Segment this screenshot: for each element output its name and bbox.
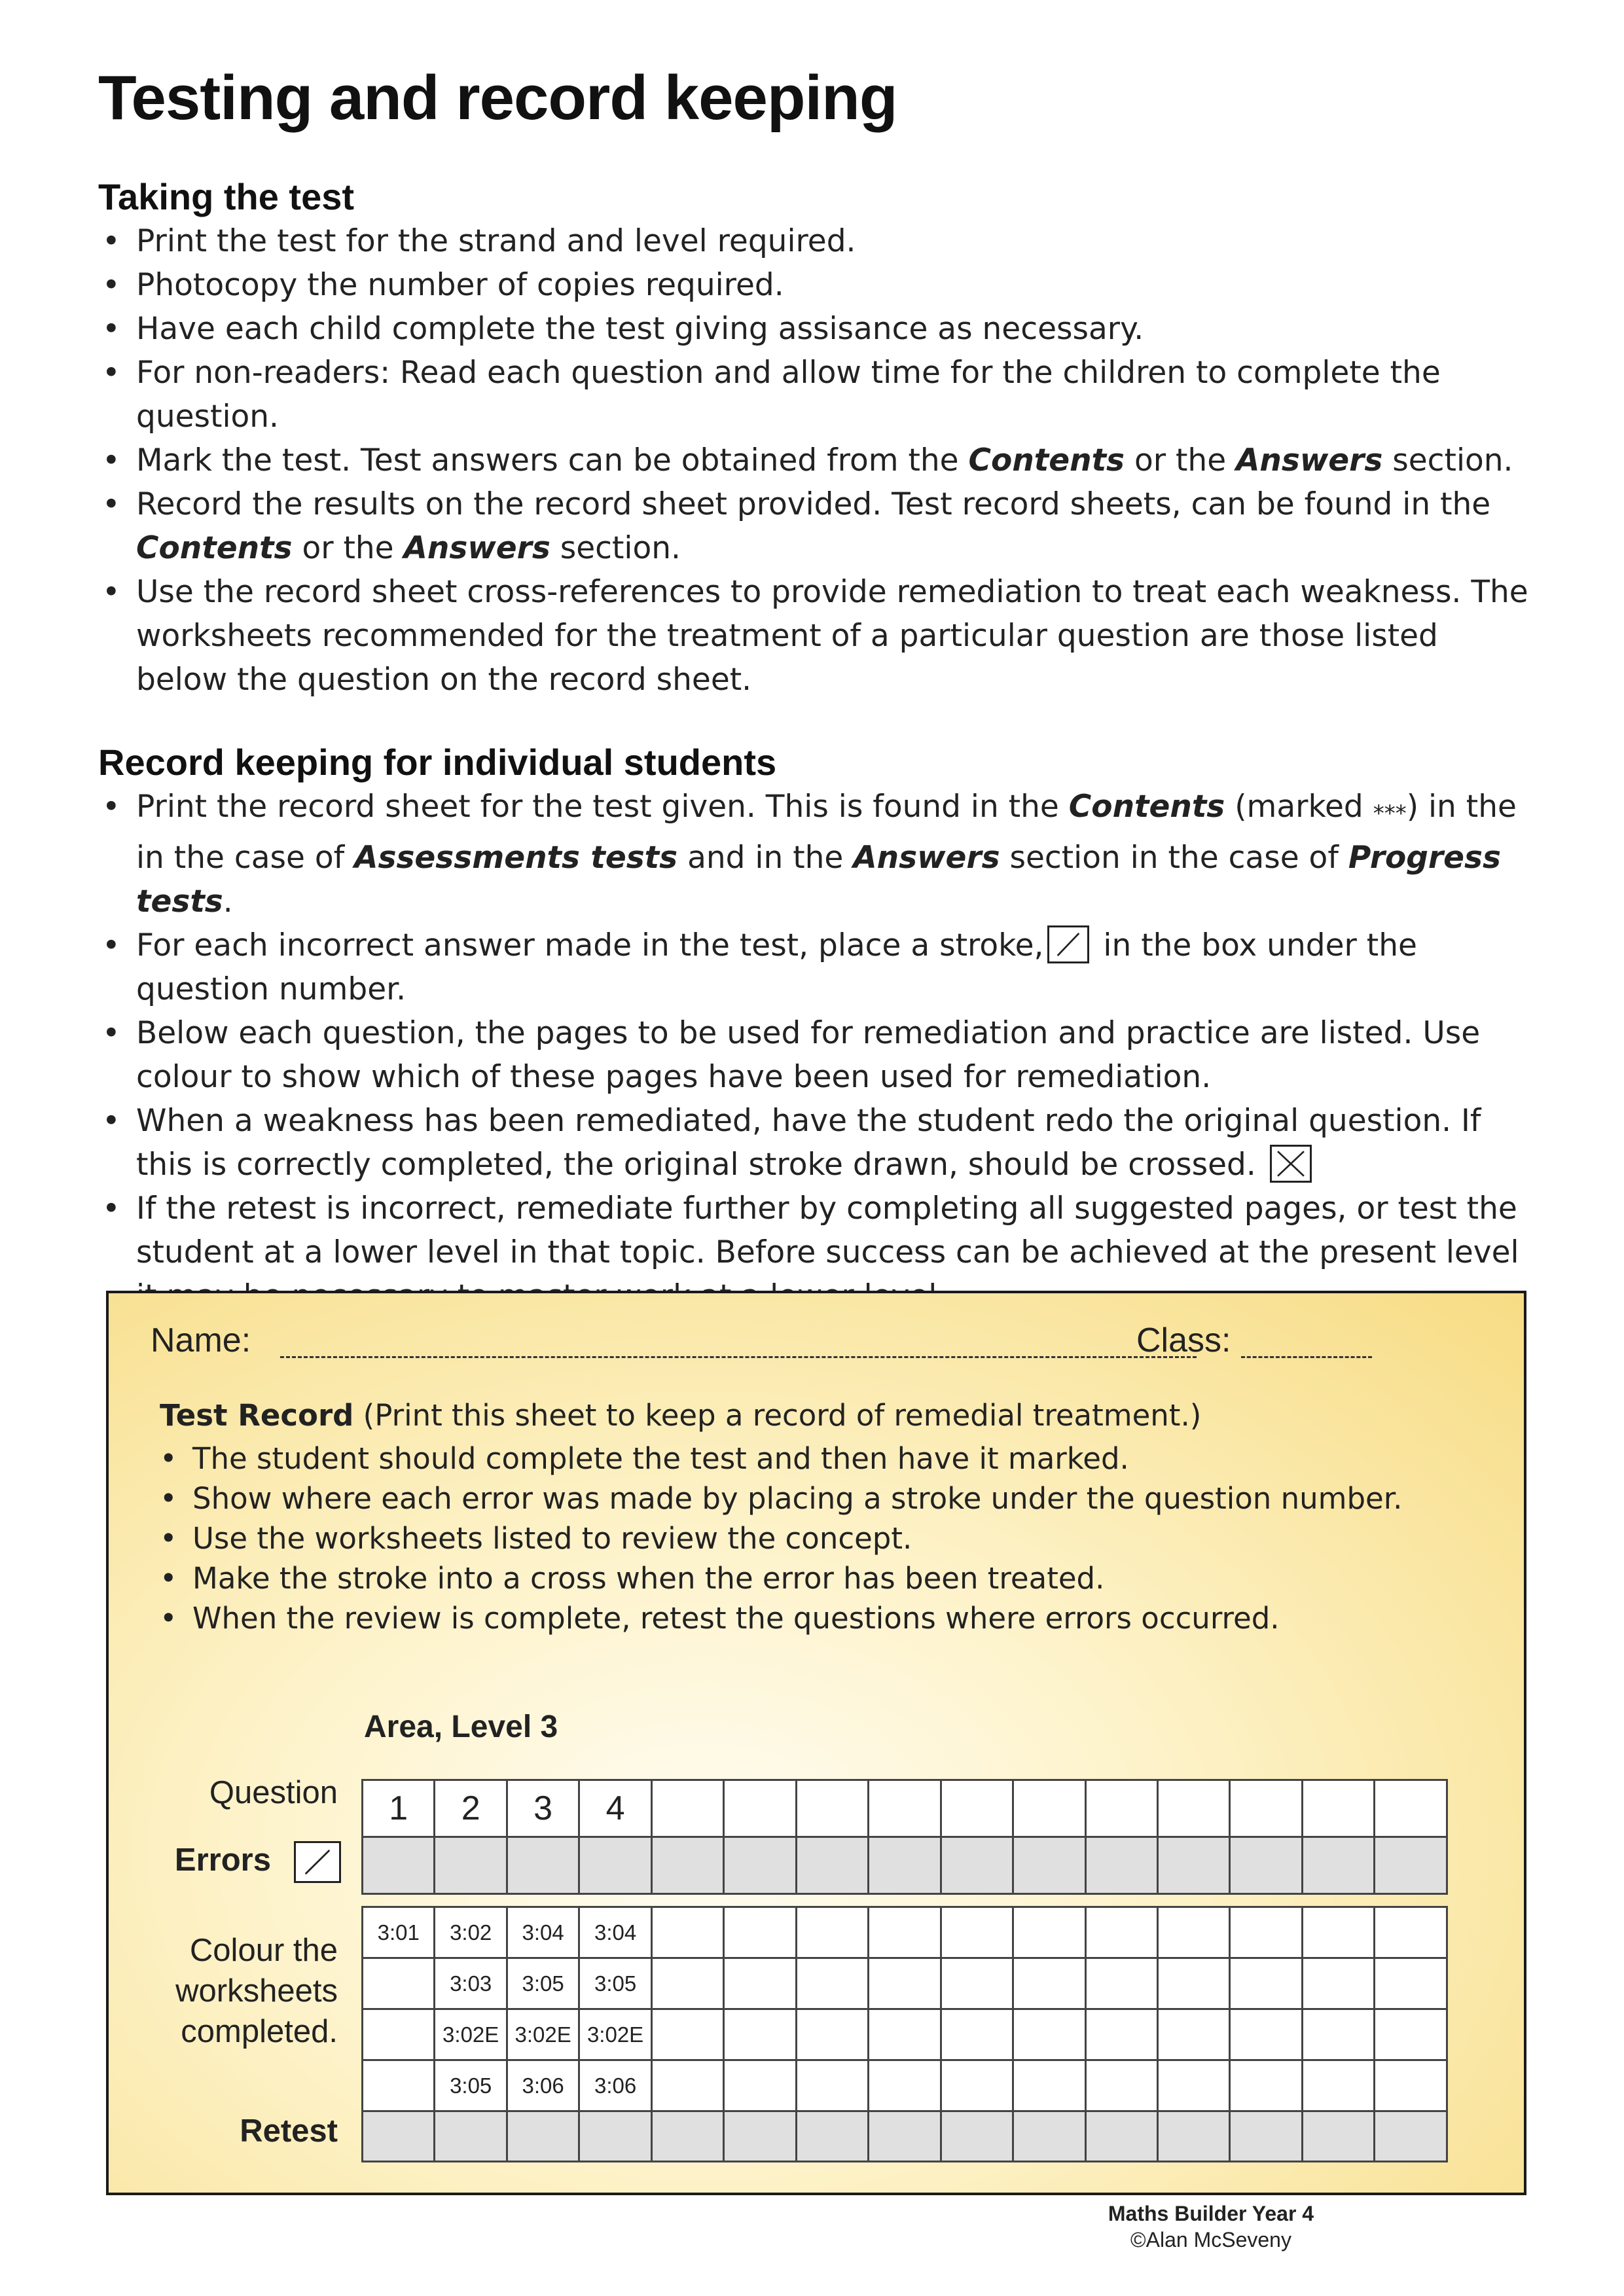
test-record-bold: Test Record [160, 1398, 354, 1433]
retest-cell[interactable] [941, 2111, 1013, 2162]
error-cell[interactable] [1013, 1837, 1085, 1894]
contents-ref: Contents [136, 530, 293, 566]
worksheet-cell[interactable] [796, 2060, 868, 2111]
stroke-mark-icon [1047, 925, 1089, 963]
worksheet-cell[interactable] [1157, 1958, 1229, 2009]
question-cell: 4 [579, 1780, 651, 1837]
worksheet-cell[interactable] [869, 2009, 941, 2060]
worksheet-cell[interactable] [363, 2060, 435, 2111]
worksheet-cell[interactable]: 3:05 [507, 1958, 579, 2009]
worksheet-cell[interactable]: 3:06 [507, 2060, 579, 2111]
worksheet-cell[interactable] [796, 1958, 868, 2009]
question-table [361, 1779, 1448, 1895]
name-field[interactable] [280, 1356, 1197, 1358]
label-line: worksheets [175, 1973, 338, 2009]
test-record-sheet [106, 1291, 1526, 2195]
errors-row [363, 1837, 1447, 1894]
text: . [223, 884, 233, 920]
list-item: • If the retest is incorrect, remediate further by completing all suggested pages, or test the student at a lower level in that topic. Before success can be achieved at the present level [98, 1187, 1538, 1318]
page-title: Testing and record keeping [98, 63, 897, 133]
retest-cell[interactable] [651, 2111, 723, 2162]
worksheet-cell[interactable] [1157, 2060, 1229, 2111]
list-item: • The student should complete the test and then have it marked. [160, 1439, 1402, 1479]
test-record-title [160, 1398, 1201, 1433]
worksheet-cell[interactable] [941, 1907, 1013, 1958]
worksheet-table [361, 1906, 1448, 2162]
list-item [98, 785, 1538, 924]
worksheet-cell[interactable] [651, 1907, 723, 1958]
error-cell[interactable] [363, 1837, 435, 1894]
list-item: • When the review is complete, retest the questions where errors occurred. [160, 1598, 1402, 1638]
retest-cell[interactable] [579, 2111, 651, 2162]
contents-ref: Contents [1068, 789, 1225, 825]
text: ) in the in the case of [136, 789, 1517, 876]
retest-cell[interactable] [796, 2111, 868, 2162]
text: or the [1125, 442, 1236, 478]
worksheet-row [363, 1958, 1447, 2009]
worksheet-cell[interactable]: 3:04 [507, 1907, 579, 1958]
question-cell: 3 [507, 1780, 579, 1837]
error-cell[interactable] [1230, 1837, 1302, 1894]
text: For each incorrect answer made in the test, place a stroke, [136, 927, 1044, 963]
answers-ref: Answers [403, 530, 550, 566]
question-cell [941, 1780, 1013, 1837]
retest-label: Retest [240, 2113, 338, 2149]
error-cell[interactable] [869, 1837, 941, 1894]
worksheet-cell[interactable] [1085, 1907, 1157, 1958]
record-keeping-list [98, 785, 1538, 1318]
footer [1047, 2200, 1375, 2253]
worksheet-cell[interactable] [1013, 2009, 1085, 2060]
test-record-list [160, 1439, 1402, 1638]
worksheet-cell[interactable] [1085, 1958, 1157, 2009]
worksheet-cell[interactable] [1375, 1907, 1447, 1958]
question-cell [724, 1780, 796, 1837]
text: section in the case of [1000, 840, 1348, 876]
list-item: • Use the worksheets listed to review the concept. [160, 1518, 1402, 1558]
question-cell: 2 [435, 1780, 507, 1837]
retest-cell[interactable] [507, 2111, 579, 2162]
worksheet-cell[interactable]: 3:02 [435, 1907, 507, 1958]
retest-cell[interactable] [1302, 2111, 1374, 2162]
list-item [98, 439, 1538, 482]
worksheet-cell[interactable]: 3:04 [579, 1907, 651, 1958]
worksheet-cell[interactable] [1302, 1958, 1374, 2009]
name-label: Name: [151, 1321, 251, 1359]
worksheet-cell[interactable] [724, 1958, 796, 2009]
worksheet-cell[interactable]: 3:06 [579, 2060, 651, 2111]
worksheet-cell[interactable] [1230, 2009, 1302, 2060]
list-item: • Photocopy the number of copies required. [98, 263, 1538, 307]
worksheet-cell[interactable] [724, 2009, 796, 2060]
error-cell[interactable] [507, 1837, 579, 1894]
worksheet-cell[interactable] [651, 2060, 723, 2111]
taking-test-list [98, 219, 1538, 702]
worksheet-cell[interactable] [1375, 2060, 1447, 2111]
error-cell[interactable] [724, 1837, 796, 1894]
text: Mark the test. Test answers can be obtained from the [136, 442, 969, 478]
worksheet-cell[interactable] [1013, 1907, 1085, 1958]
retest-cell[interactable] [869, 2111, 941, 2162]
worksheet-cell[interactable] [363, 2009, 435, 2060]
list-item [98, 924, 1538, 1011]
test-record-note: (Print this sheet to keep a record of remedial treatment.) [353, 1398, 1202, 1433]
worksheet-cell[interactable]: 3:02E [435, 2009, 507, 2060]
worksheet-cell[interactable] [1230, 1907, 1302, 1958]
worksheet-cell[interactable] [869, 1958, 941, 2009]
question-cell [1157, 1780, 1229, 1837]
list-item: • Below each question, the pages to be used for remediation and practice are listed. Use colour to show which of these pages have been used for remediation. [98, 1011, 1538, 1099]
question-cell [1013, 1780, 1085, 1837]
text: section. [550, 530, 681, 566]
record-keeping-heading: Record keeping for individual students [98, 742, 777, 783]
footer-book-title: Maths Builder Year 4 [1108, 2202, 1314, 2225]
text: Record the results on the record sheet provided. Test record sheets, can be found in the [136, 486, 1491, 522]
text: Print the record sheet for the test given. This is found in the [136, 789, 1069, 825]
label-line: Colour the [189, 1933, 338, 1968]
error-cell[interactable] [1375, 1837, 1447, 1894]
worksheet-cell[interactable]: 3:02E [507, 2009, 579, 2060]
answers-ref: Answers [853, 840, 1000, 876]
error-cell[interactable] [941, 1837, 1013, 1894]
worksheet-cell[interactable] [796, 1907, 868, 1958]
worksheet-cell[interactable] [651, 1958, 723, 2009]
question-cell [1230, 1780, 1302, 1837]
area-level-title: Area, Level 3 [364, 1710, 558, 1744]
error-cell[interactable] [1302, 1837, 1374, 1894]
text: (marked [1225, 789, 1373, 825]
worksheet-cell[interactable] [1013, 1958, 1085, 2009]
worksheet-cell[interactable] [651, 2009, 723, 2060]
text: When a weakness has been remediated, have the student redo the original question. If this is correctly completed, the original stroke drawn, should be crossed. [136, 1103, 1481, 1183]
retest-cell[interactable] [724, 2111, 796, 2162]
colour-worksheets-label [109, 1930, 338, 2052]
worksheet-cell[interactable] [1375, 2009, 1447, 2060]
error-cell[interactable] [435, 1837, 507, 1894]
worksheet-cell[interactable] [724, 1907, 796, 1958]
question-cell [1375, 1780, 1447, 1837]
label-line: completed. [181, 2014, 338, 2049]
list-item [98, 482, 1538, 570]
worksheet-cell[interactable] [1302, 2060, 1374, 2111]
list-item: • Print the test for the strand and level required. [98, 219, 1538, 263]
error-cell[interactable] [579, 1837, 651, 1894]
retest-cell[interactable] [1230, 2111, 1302, 2162]
list-item: • For non-readers: Read each question and allow time for the children to complete the question. [98, 351, 1538, 439]
retest-cell[interactable] [1013, 2111, 1085, 2162]
question-cell [651, 1780, 723, 1837]
list-item: • Have each child complete the test giving assisance as necessary. [98, 307, 1538, 351]
worksheet-cell[interactable] [1375, 1958, 1447, 2009]
worksheet-cell[interactable]: 3:05 [435, 2060, 507, 2111]
worksheet-cell[interactable] [1230, 2060, 1302, 2111]
worksheet-cell[interactable] [1085, 2009, 1157, 2060]
answers-ref: Answers [1236, 442, 1383, 478]
worksheet-cell[interactable] [1157, 2009, 1229, 2060]
error-cell[interactable] [1157, 1837, 1229, 1894]
retest-cell[interactable] [435, 2111, 507, 2162]
text: in the box under the question number. [136, 927, 1417, 1007]
list-item: • Make the stroke into a cross when the error has been treated. [160, 1558, 1402, 1598]
cross-mark-icon [1270, 1145, 1312, 1183]
errors-stroke-icon [294, 1841, 341, 1883]
worksheet-cell[interactable] [1157, 1907, 1229, 1958]
worksheet-cell[interactable] [1302, 1907, 1374, 1958]
worksheet-row [363, 2009, 1447, 2060]
text: or the [292, 530, 404, 566]
worksheet-cell[interactable] [1085, 2060, 1157, 2111]
worksheet-cell[interactable] [941, 2009, 1013, 2060]
text: and in the [677, 840, 854, 876]
worksheet-cell[interactable] [1230, 1958, 1302, 2009]
worksheet-cell[interactable]: 3:05 [579, 1958, 651, 2009]
question-cell [796, 1780, 868, 1837]
text: section. [1382, 442, 1513, 478]
worksheet-rows [363, 1907, 1447, 2162]
retest-cell[interactable] [1157, 2111, 1229, 2162]
worksheet-row [363, 2060, 1447, 2111]
worksheet-cell[interactable] [1013, 2060, 1085, 2111]
error-cell[interactable] [1085, 1837, 1157, 1894]
errors-label: Errors [174, 1842, 271, 1878]
worksheet-cell[interactable] [941, 1958, 1013, 2009]
error-cell[interactable] [796, 1837, 868, 1894]
worksheet-cell[interactable] [869, 1907, 941, 1958]
question-cell [1302, 1780, 1374, 1837]
list-item [98, 1099, 1538, 1187]
list-item: • Show where each error was made by placing a stroke under the question number. [160, 1479, 1402, 1518]
worksheet-cell[interactable] [941, 2060, 1013, 2111]
worksheet-cell[interactable] [869, 2060, 941, 2111]
worksheet-cell[interactable]: 3:03 [435, 1958, 507, 2009]
worksheet-cell[interactable]: 3:02E [579, 2009, 651, 2060]
retest-cell[interactable] [363, 2111, 435, 2162]
taking-test-heading: Taking the test [98, 176, 355, 217]
worksheet-cell[interactable] [724, 2060, 796, 2111]
contents-ref: Contents [968, 442, 1125, 478]
worksheet-cell[interactable]: 3:01 [363, 1907, 435, 1958]
stars-marker: *** [1373, 800, 1407, 827]
question-label: Question [209, 1775, 338, 1810]
footer-copyright: ©Alan McSeveny [1130, 2228, 1291, 2251]
class-label: Class: [1136, 1321, 1231, 1359]
retest-cell[interactable] [1375, 2111, 1447, 2162]
worksheet-row [363, 1907, 1447, 1958]
retest-row [363, 2111, 1447, 2162]
retest-cell[interactable] [1085, 2111, 1157, 2162]
progress-ref: Progress tests [136, 840, 1501, 920]
class-field[interactable] [1241, 1356, 1372, 1358]
assessments-ref: Assessments tests [354, 840, 678, 876]
question-cell [869, 1780, 941, 1837]
worksheet-cell[interactable] [1302, 2009, 1374, 2060]
list-item: • Use the record sheet cross-references to provide remediation to treat each weakness. The worksheets recommended for the treatment of a particular question are those listed below the question on the record sheet. [98, 570, 1538, 702]
error-cell[interactable] [651, 1837, 723, 1894]
worksheet-cell[interactable] [363, 1958, 435, 2009]
question-row [363, 1780, 1447, 1837]
question-cell: 1 [363, 1780, 435, 1837]
question-cell [1085, 1780, 1157, 1837]
worksheet-cell[interactable] [796, 2009, 868, 2060]
